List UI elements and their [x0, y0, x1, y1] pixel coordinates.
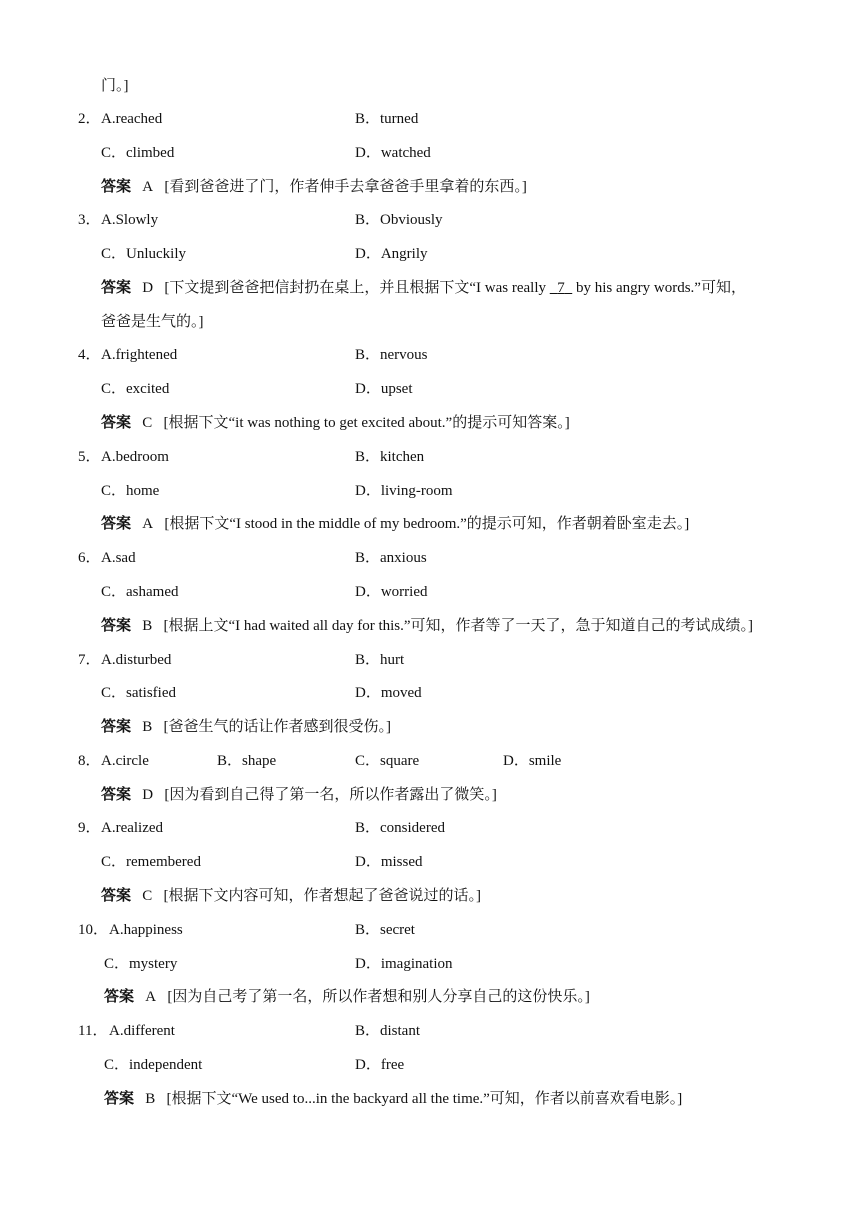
answer-letter: B — [142, 719, 153, 735]
answer-explanation: [根据下文“it was nothing to get excited about.”的提示可知答案。] — [163, 415, 570, 431]
question-10-option-a: A.happiness — [109, 922, 183, 938]
question-8-option-d: D．smile — [503, 753, 562, 769]
question-7-option-c: C．satisfied — [101, 685, 176, 701]
answer-explanation: [根据上文“I had waited all day for this.”可知，作者等了一天了，急于知道自己的考试成绩。] — [163, 618, 754, 634]
answer-explanation: [根据下文“We used to...in the backyard all the time.”可知，作者以前喜欢看电影。] — [166, 1091, 683, 1107]
question-10-option-d: D．imagination — [355, 956, 453, 972]
question-7-number: 7． — [78, 652, 101, 668]
question-2-number: 2． — [78, 111, 101, 127]
answer-letter: D — [142, 280, 154, 296]
answer-label: 答案 — [104, 989, 135, 1005]
answer-letter: C — [142, 888, 153, 904]
question-10-option-b: B．secret — [355, 922, 415, 938]
question-5-option-b: B．kitchen — [355, 449, 425, 465]
answer-explanation: [根据下文“I stood in the middle of my bedroom.”的提示可知，作者朝着卧室走去。] — [164, 516, 690, 532]
question-3-number: 3． — [78, 212, 101, 228]
question-5-option-d: D．living-room — [355, 483, 453, 499]
question-9-option-c: C．remembered — [101, 854, 201, 870]
question-8-option-b: B．shape — [217, 753, 277, 769]
question-11-number: 11． — [78, 1023, 108, 1039]
question-9-number: 9． — [78, 820, 101, 836]
question-8-answer-row — [101, 785, 497, 805]
question-2-answer-row — [101, 177, 527, 197]
question-3-option-c: C．Unluckily — [101, 246, 186, 262]
question-11-option-a: A.different — [109, 1023, 175, 1039]
question-7-option-d: D．moved — [355, 685, 422, 701]
answer-letter: C — [142, 415, 153, 431]
question-11-option-b: B．distant — [355, 1023, 421, 1039]
answer-letter: B — [145, 1091, 156, 1107]
answer-label: 答案 — [101, 618, 132, 634]
question-3-option-a: A.Slowly — [101, 212, 159, 228]
question-4-number: 4． — [78, 347, 101, 363]
answer-label: 答案 — [101, 888, 132, 904]
question-5-option-a: A.bedroom — [101, 449, 169, 465]
question-4-option-a: A.frightened — [101, 347, 178, 363]
answer-explanation: [爸爸生气的话让作者感到很受伤。] — [163, 719, 392, 735]
answer-explanation-part1: [下文提到爸爸把信封扔在桌上，并且根据下文“I was really — [164, 280, 550, 296]
question-2-option-c: C．climbed — [101, 145, 175, 161]
answer-label: 答案 — [101, 280, 132, 296]
answer-letter: A — [142, 516, 154, 532]
blank-value: 7 — [557, 280, 565, 296]
question-5-number: 5． — [78, 449, 101, 465]
answer-label: 答案 — [101, 516, 132, 532]
answer-explanation: [因为看到自己得了第一名，所以作者露出了微笑。] — [164, 787, 497, 803]
answer-label: 答案 — [101, 179, 132, 195]
question-3-option-b: B．Obviously — [355, 212, 443, 228]
question-6-option-a: A.sad — [101, 550, 136, 566]
question-7-answer-row — [101, 717, 391, 737]
answer-explanation: [看到爸爸进了门，作者伸手去拿爸爸手里拿着的东西。] — [164, 179, 527, 195]
answer-letter: B — [142, 618, 153, 634]
question-9-option-a: A.realized — [101, 820, 164, 836]
answer-label: 答案 — [104, 1091, 135, 1107]
question-10-option-c: C．mystery — [104, 956, 178, 972]
question-2-option-b: B．turned — [355, 111, 419, 127]
question-4-option-d: D．upset — [355, 381, 413, 397]
question-5-answer-row — [101, 514, 689, 534]
question-3-answer-row — [101, 278, 746, 298]
question-11-answer-row — [104, 1089, 682, 1109]
question-8-option-c: C．square — [355, 753, 420, 769]
question-4-option-c: C．excited — [101, 381, 170, 397]
question-7-option-b: B．hurt — [355, 652, 405, 668]
answer-label: 答案 — [101, 415, 132, 431]
answer-label: 答案 — [101, 787, 132, 803]
question-6-answer-row — [101, 616, 753, 636]
question-10-answer-row — [104, 987, 590, 1007]
continued-explanation: 门。] — [101, 78, 129, 94]
answer-explanation: [根据下文内容可知，作者想起了爸爸说过的话。] — [163, 888, 482, 904]
question-10-number: 10． — [78, 922, 109, 938]
question-2-option-d: D．watched — [355, 145, 431, 161]
question-5-option-c: C．home — [101, 483, 160, 499]
question-3-answer-line2: 爸爸是生气的。] — [101, 314, 204, 330]
question-3-option-d: D．Angrily — [355, 246, 428, 262]
question-4-answer-row — [101, 413, 570, 433]
question-11-option-d: D．free — [355, 1057, 405, 1073]
question-9-answer-row — [101, 886, 481, 906]
question-11-option-c: C．independent — [104, 1057, 203, 1073]
question-4-option-b: B．nervous — [355, 347, 428, 363]
question-8-number: 8． — [78, 753, 101, 769]
answer-letter: A — [142, 179, 154, 195]
question-6-number: 6． — [78, 550, 101, 566]
answer-letter: A — [145, 989, 157, 1005]
answer-explanation: [因为自己考了第一名，所以作者想和别人分享自己的这份快乐。] — [167, 989, 590, 1005]
question-7-option-a: A.disturbed — [101, 652, 172, 668]
question-2-option-a: A.reached — [101, 111, 163, 127]
answer-letter: D — [142, 787, 154, 803]
answer-explanation-part2: by his angry words.”可知， — [572, 280, 746, 296]
answer-label: 答案 — [101, 719, 132, 735]
question-8-option-a: A.circle — [101, 753, 149, 769]
question-9-option-d: D．missed — [355, 854, 423, 870]
question-6-option-d: D．worried — [355, 584, 428, 600]
blank-number — [550, 280, 573, 296]
question-6-option-b: B．anxious — [355, 550, 427, 566]
question-6-option-c: C．ashamed — [101, 584, 179, 600]
question-9-option-b: B．considered — [355, 820, 445, 836]
